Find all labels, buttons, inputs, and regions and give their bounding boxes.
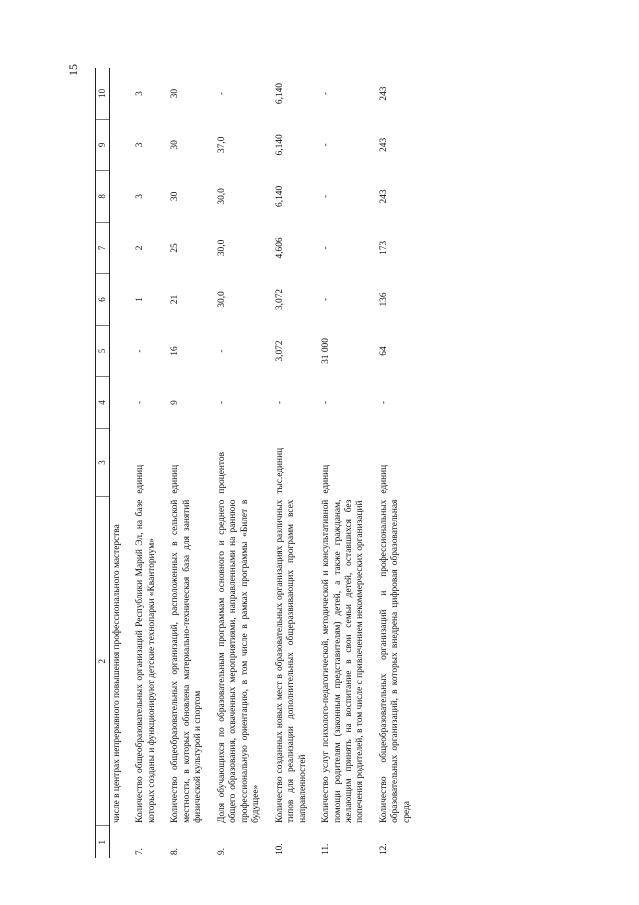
unit-cell: единиц [321,464,332,494]
value-cell: 243 [378,86,389,101]
value-cell: 30,0 [216,188,227,205]
value-cell: 25 [170,243,181,253]
value-cell: 6,140 [274,83,285,105]
value-cell: 1 [135,297,146,302]
indicator-text: Количество общеобразовательных организаций и профессиональных образовательных организаций, в которых внедрена цифровая образовательная среда [378,499,412,823]
value-cell: 9 [170,400,181,405]
row-number: 8. [170,847,181,855]
table-row [373,68,419,858]
indicator-text: Количество общеобразовательных организаций, расположенных в сельской местности, в которых обновлена материально-техническая база для занятий физической культурой и спортом [170,499,204,823]
value-cell: 3,072 [274,340,285,362]
rotated-page [95,68,585,858]
indicator-text: Доля обучающихся по образовательным программам основного и среднего общего образования, охваченных мероприятиями, направленными на раннюю профессиональную ориентацию, в том числе в рамках программы «Билет в будущее» [216,499,262,823]
value-cell: - [216,92,227,96]
value-cell: 6,140 [274,185,285,207]
table-row [269,68,315,858]
value-cell: - [321,194,332,198]
column-header: 10 [96,68,110,119]
indicator-text: Количество общеобразовательных организаций Республики Марий Эл, на базе которых созданы и функционируют детские технопарки «Кванториум» [135,499,157,823]
value-cell: 173 [378,240,389,255]
indicator-text: Количество услуг психолого-педагогической, методической и консультативной помощи родителям (законным представителям) детей, а также гражданам, желающим принять на воспитание в свои семьи детей, оставшихся без попечения родителей, в том числе с привлечением некоммерческих организаций [321,499,366,823]
value-cell: 136 [378,292,389,307]
indicators-table [95,68,419,858]
column-header-row [96,68,110,858]
unit-cell: единиц [135,464,146,494]
column-header: 5 [96,325,110,377]
row-number: 12. [378,843,389,855]
value-cell: 6,140 [274,134,285,156]
value-cell: - [274,400,285,405]
row-number: 11. [321,843,332,855]
value-cell: - [321,297,332,302]
value-cell: 3 [135,142,146,148]
table-row [129,68,164,858]
value-cell: 30,0 [216,239,227,257]
value-cell: - [378,400,389,405]
unit-cell: процентов [216,451,227,494]
value-cell: 64 [378,346,389,356]
value-cell: 2 [135,245,146,251]
value-cell: - [216,349,227,353]
column-header: 4 [96,377,110,429]
value-cell: - [135,400,146,405]
value-cell: 30 [170,191,181,202]
column-header: 7 [96,222,110,274]
table-row [211,68,269,858]
value-cell: 243 [378,189,389,204]
unit-cell: тыс.единиц [274,447,285,494]
value-cell: 3 [135,91,146,96]
row-number: 7. [135,847,146,855]
value-cell: 4,606 [274,237,285,259]
unit-cell: единиц [170,464,181,494]
column-header: 6 [96,274,110,326]
value-cell: 3,072 [274,288,285,311]
value-cell: 16 [170,346,181,356]
column-header: 8 [96,171,110,223]
value-cell: 30 [170,88,181,99]
unit-cell: единиц [378,464,389,494]
column-header: 3 [96,428,110,496]
value-cell: - [135,349,146,353]
value-cell: - [321,246,332,250]
value-cell: - [216,400,227,405]
value-cell: 30 [170,140,181,150]
value-cell: - [321,143,332,147]
value-cell: 31 000 [321,338,332,364]
value-cell: - [321,92,332,96]
value-cell: 243 [378,137,389,152]
value-cell: - [321,400,332,405]
value-cell: 21 [170,294,181,305]
continuation-row [109,68,129,858]
column-header: 1 [96,826,110,858]
indicator-text: Количество созданных новых мест в образовательных организациях различных типов для реализации дополнительных общеразвивающих программ всех направленностей [274,499,308,823]
table-row [164,68,210,858]
table-row [315,68,373,858]
indicator-text: числе в центрах непрерывного повышения профессионального мастерства [111,524,122,823]
value-cell: 3 [135,194,146,199]
column-header: 2 [96,497,110,826]
value-cell: 37,0 [216,136,227,154]
value-cell: 30,0 [216,291,227,308]
row-number: 10. [274,843,285,855]
page-number: 15 [66,64,80,76]
row-number: 9. [216,847,227,855]
column-header: 9 [96,119,110,171]
